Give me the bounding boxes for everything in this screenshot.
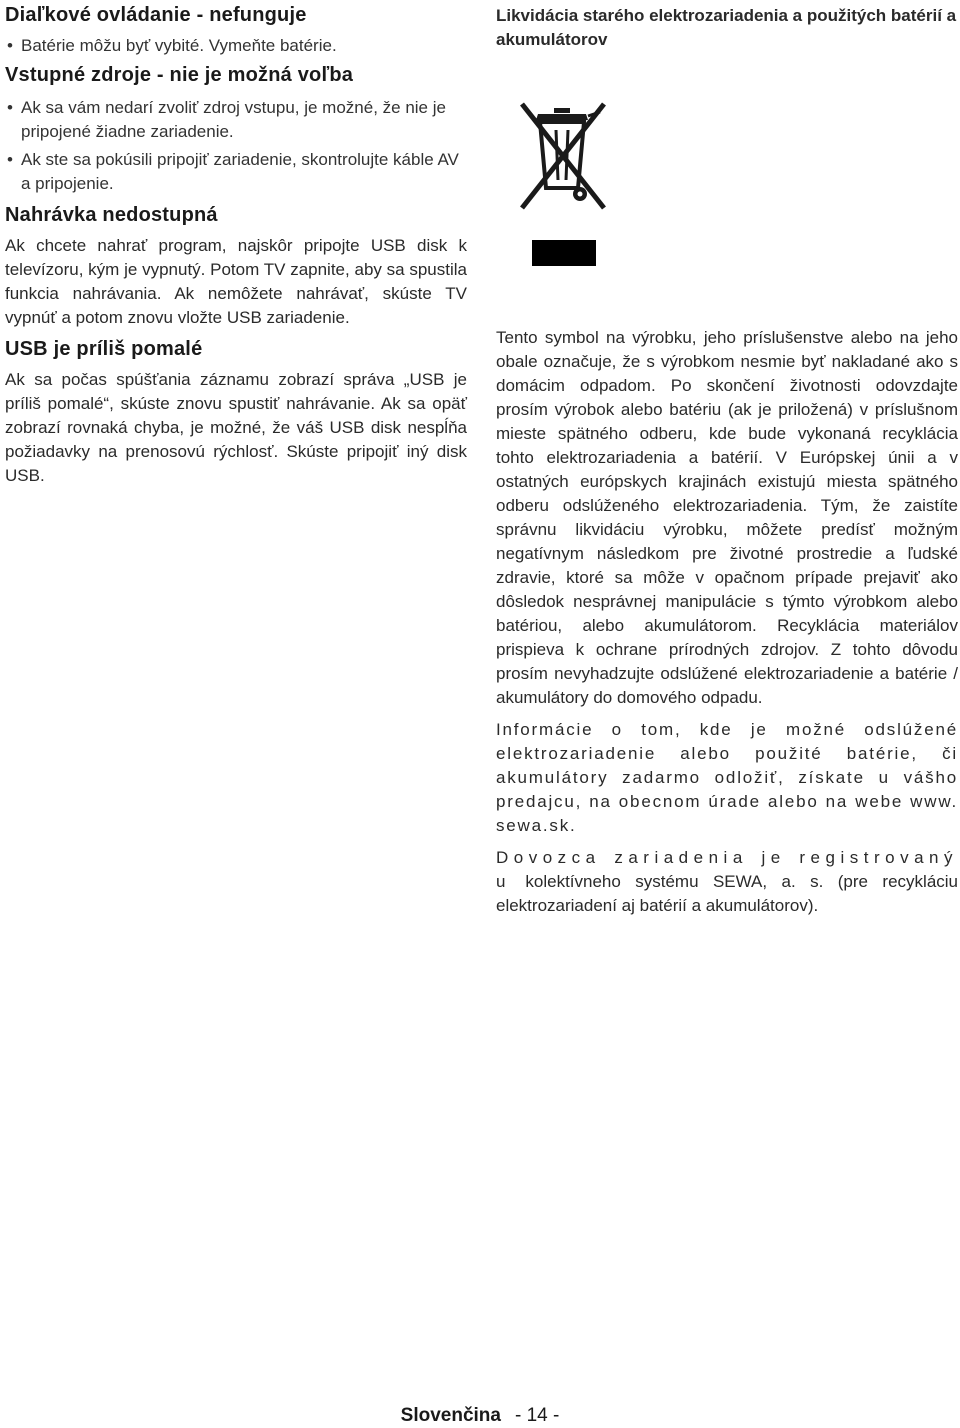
usb-heading: USB je príliš pomalé — [5, 338, 203, 360]
crossed-out-wheelie-bin-icon — [516, 90, 616, 270]
page-footer — [0, 1404, 960, 1428]
left-column — [5, 0, 467, 488]
right-column — [496, 0, 958, 915]
disposal-paragraph-3 — [496, 846, 958, 918]
remote-bullet: • Batérie môžu byť vybité. Vymeňte batérie. — [5, 34, 467, 58]
importer-text: Dovozca zariadenia je registrovaný u — [496, 848, 958, 891]
recording-heading: Nahrávka nedostupná — [5, 204, 218, 226]
disposal-paragraph-1: Tento symbol na výrobku, jeho príslušenstve alebo na jeho obale označuje, že s výrobkom nesmie byť nakladané ako s domácim odpadom. Po skončení životnosti odovzdajte prosím výrobok alebo batériu (ak je priložená) v príslušnom mieste spätného odberu, kde bude vykonaná recyklácia tohto elektrozariadenia a batérií. V Európskej únii a v ostatných európskych krajinách existujú miesta spätného odberu odslúženého elektrozariadenia. Tým, že zaistíte správnu likvidáciu výrobku, môžete predísť možným negatívnym následkom pre životné prostredie a ľudské zdravie, ktoré sa môže v opačnom prípade prejaviť ako dôsledok nesprávnej manipulácie s týmto výrobkom alebo batériou, alebo akumulátorom. Recyklácia materiálov prispieva k ochrane prírodných zdrojov. Z tohto dôvodu prosím nevyhadzujte odslúžené elektrozariadenie a batérie / akumulátory do domového odpadu. — [496, 328, 958, 707]
importer-text-rest: kolektívneho systému SEWA, a. s. (pre recykláciu elektrozariadení aj batérií a akumulátorov). — [496, 872, 958, 915]
remote-heading: Diaľkové ovládanie - nefunguje — [5, 4, 307, 26]
input-bullet-2: • Ak ste sa pokúsili pripojiť zariadenie, skontrolujte káble AV a pripojenie. — [5, 148, 467, 196]
page-number: - 14 - — [514, 1405, 560, 1426]
input-bullet-1: • Ak sa vám nedarí zvoliť zdroj vstupu, je možné, že nie je pripojené žiadne zariadenie. — [5, 96, 467, 144]
footer-language: Slovenčina — [400, 1405, 501, 1426]
disposal-paragraph-2: Informácie o tom, kde je možné odslúžené elektrozariadenie alebo použité batérie, či akumulátory zadarmo odložiť, získate u vášho predajcu, na obecnom úrade alebo na webe www. sewa.sk. — [496, 720, 958, 835]
disposal-heading: Likvidácia starého elektrozariadenia a použitých batérií a akumulátorov — [496, 6, 957, 49]
input-heading: Vstupné zdroje - nie je možná voľba — [5, 64, 354, 86]
usb-text: Ak sa počas spúšťania záznamu zobrazí správa „USB je príliš pomalé“, skúste znovu spustiť nahrávanie. Ak sa opäť zobrazí rovnaká chyba, je možné, že váš USB disk nespĺňa požiadavky na prenosovú rýchlosť. Skúste pripojiť iný disk USB. — [5, 370, 467, 485]
disposal-body — [496, 326, 958, 926]
recording-text: Ak chcete nahrať program, najskôr pripojte USB disk k televízoru, kým je vypnutý. Potom TV zapnite, aby sa spustila funkcia nahrávania. Ak nemôžete nahrávať, skúste TV vypnúť a potom znovu vložte USB zariadenie. — [5, 236, 467, 327]
